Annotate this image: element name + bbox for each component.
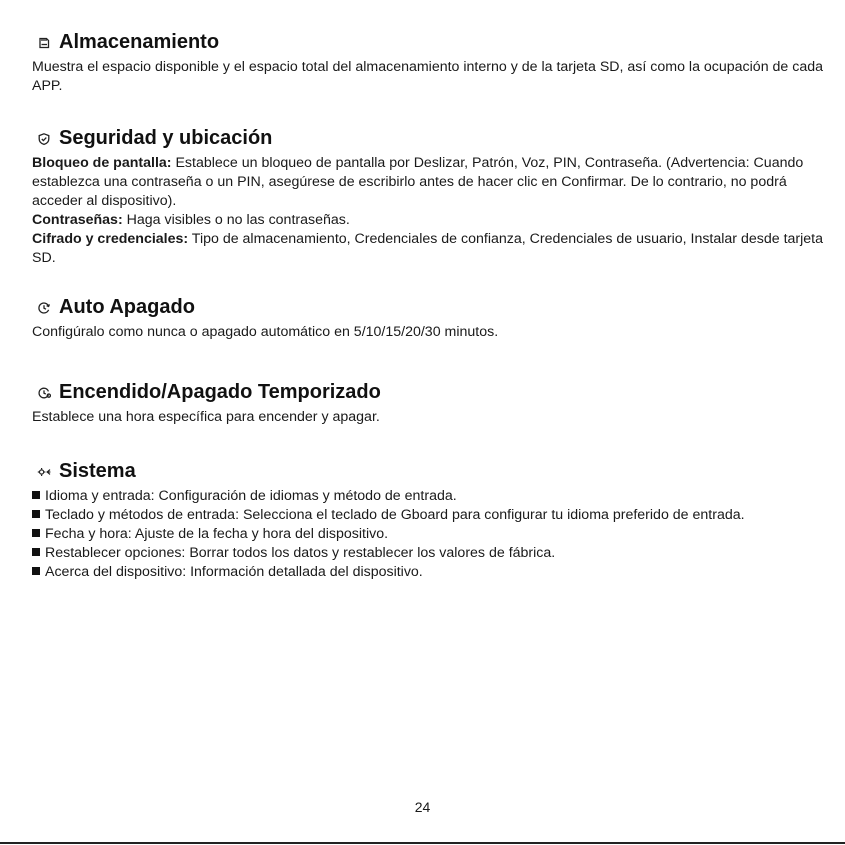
system-settings-icon: [37, 465, 51, 479]
section-auto-off: [32, 293, 824, 342]
section-title: Sistema: [59, 460, 136, 482]
section-title: Almacenamiento: [59, 31, 220, 53]
bullet: [32, 548, 40, 556]
section-title: Auto Apagado: [59, 296, 195, 318]
term: Bloqueo de pantalla:: [32, 155, 172, 171]
definition-text: Tipo de almacenamiento, Credenciales de confianza, Credenciales de usuario, Instalar desde tarjeta SD.: [32, 231, 823, 266]
power-clock-icon: [37, 301, 51, 315]
list-item-text: Teclado y métodos de entrada: Selecciona el teclado de Gboard para configurar tu idioma preferido de entrada.: [45, 507, 745, 523]
bullet: [32, 491, 40, 499]
list-item-text: Restablecer opciones: Borrar todos los datos y restablecer los valores de fábrica.: [45, 545, 556, 561]
section-timer: [32, 378, 824, 427]
list-item-text: Idioma y entrada: Configuración de idiomas y método de entrada.: [45, 488, 457, 504]
list-item: [32, 563, 824, 582]
list-item: [32, 487, 824, 506]
list-item: [32, 525, 824, 544]
section-heading-timer: [32, 378, 824, 406]
list-item-text: Fecha y hora: Ajuste de la fecha y hora del dispositivo.: [45, 526, 389, 542]
definition-encryption: [32, 230, 824, 268]
bottom-rule: [0, 842, 845, 844]
manual-page: [32, 28, 824, 582]
section-security: [32, 124, 824, 268]
bullet: [32, 510, 40, 518]
list-item: [32, 544, 824, 563]
section-heading-system: [32, 457, 824, 485]
section-description: Establece una hora específica para encender y apagar.: [32, 409, 380, 425]
sd-card-icon: [37, 36, 51, 50]
timer-clock-icon: [37, 386, 51, 400]
list-item-text: Acerca del dispositivo: Información detallada del dispositivo.: [45, 564, 423, 580]
bullet: [32, 567, 40, 575]
definition-text: Haga visibles o no las contraseñas.: [122, 212, 350, 228]
term: Cifrado y credenciales:: [32, 231, 189, 247]
shield-icon: [37, 132, 51, 146]
section-heading-auto-off: [32, 293, 824, 321]
section-description: Configúralo como nunca o apagado automático en 5/10/15/20/30 minutos.: [32, 324, 499, 340]
definition-screen-lock: [32, 154, 824, 211]
definition-passwords: [32, 211, 824, 230]
definition-text: Establece un bloqueo de pantalla por Deslizar, Patrón, Voz, PIN, Contraseña. (Advertencia: Cuando establezca una contraseña o un PIN, asegúrese de escribirlo antes de hacer clic en Confirmar. De lo contrario, no podrá acceder al dispositivo).: [32, 155, 804, 209]
section-system: [32, 457, 824, 582]
section-storage: [32, 28, 824, 96]
term: Contraseñas:: [32, 212, 123, 228]
section-title: Seguridad y ubicación: [59, 127, 273, 149]
section-description: Muestra el espacio disponible y el espacio total del almacenamiento interno y de la tarjeta SD, así como la ocupación de cada APP.: [32, 59, 824, 94]
bullet: [32, 529, 40, 537]
section-title: Encendido/Apagado Temporizado: [59, 381, 381, 403]
section-heading-storage: [32, 28, 824, 56]
list-item: [32, 506, 824, 525]
section-heading-security: [32, 124, 824, 152]
page-number: 24: [414, 799, 431, 815]
